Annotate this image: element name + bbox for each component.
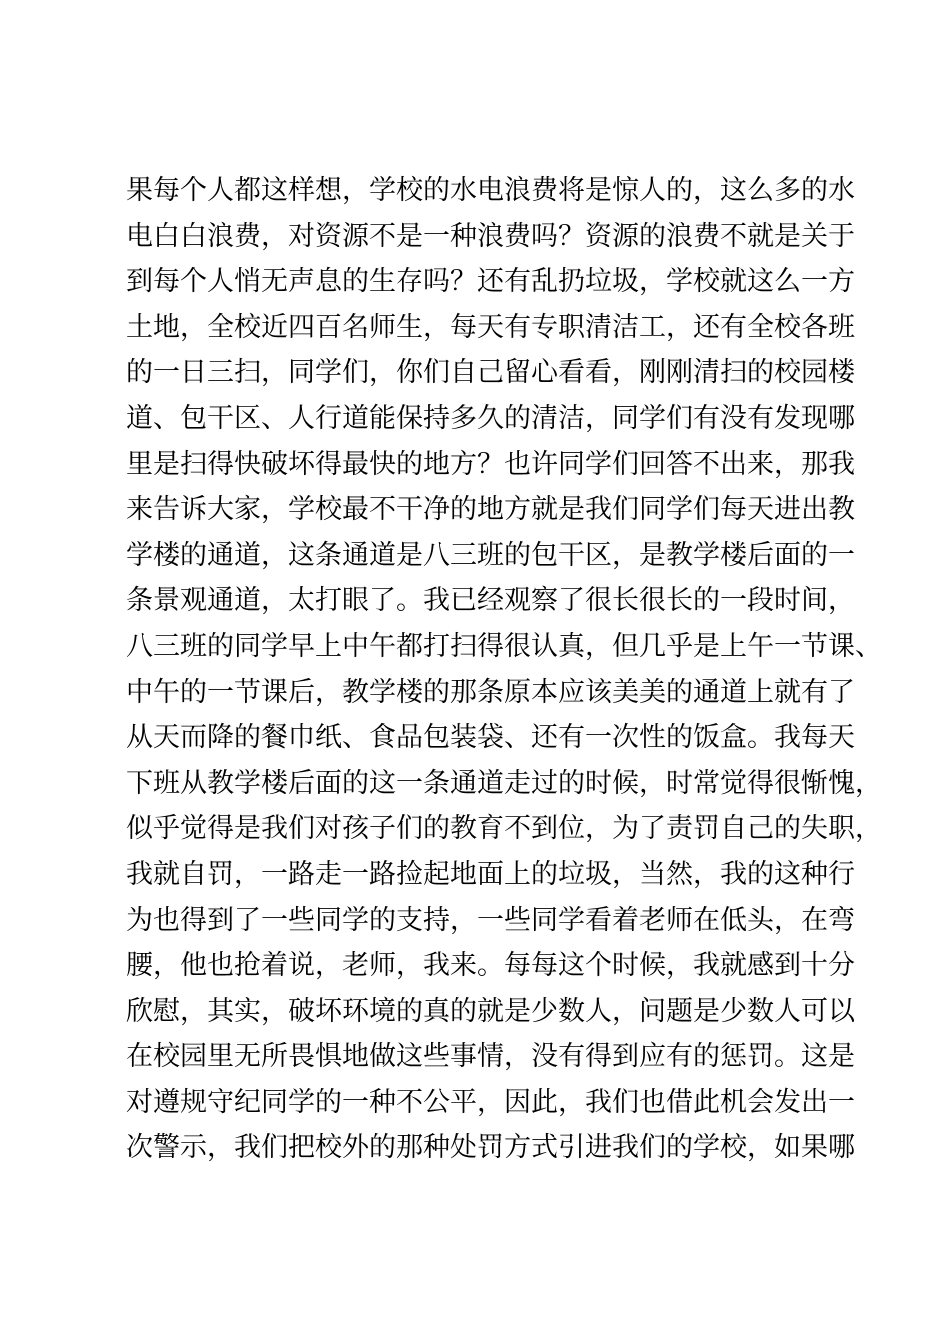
text-line: 欣慰，其实，破坏环境的真的就是少数人，问题是少数人可以 — [126, 995, 855, 1027]
text-line: 条景观通道，太打眼了。我已经观察了很长很长的一段时间， — [126, 585, 855, 617]
text-line: 电白白浪费，对资源不是一种浪费吗？资源的浪费不就是关于 — [126, 220, 855, 252]
text-line: 在校园里无所畏惧地做这些事情，没有得到应有的惩罚。这是 — [126, 1041, 855, 1073]
text-line: 到每个人悄无声息的生存吗？还有乱扔垃圾，学校就这么一方 — [126, 266, 855, 298]
text-line: 道、包干区、人行道能保持多久的清洁，同学们有没有发现哪 — [126, 402, 855, 434]
text-line: 下班从教学楼后面的这一条通道走过的时候，时常觉得很惭愧， — [126, 767, 882, 799]
text-line: 的一日三扫，同学们，你们自己留心看看，刚刚清扫的校园楼 — [126, 357, 855, 389]
text-line: 来告诉大家，学校最不干净的地方就是我们同学们每天进出教 — [126, 494, 855, 526]
text-line: 腰，他也抢着说，老师，我来。每每这个时候，我就感到十分 — [126, 950, 855, 982]
body-text — [126, 168, 882, 1171]
text-line: 土地，全校近四百名师生，每天有专职清洁工，还有全校各班 — [126, 311, 855, 343]
text-line: 八三班的同学早上中午都打扫得很认真，但几乎是上午一节课、 — [126, 630, 882, 662]
text-line: 从天而降的餐巾纸、食品包装袋、还有一次性的饭盒。我每天 — [126, 722, 855, 754]
text-line: 我就自罚，一路走一路捡起地面上的垃圾，当然，我的这种行 — [126, 858, 855, 890]
text-line: 中午的一节课后，教学楼的那条原本应该美美的通道上就有了 — [126, 676, 855, 708]
text-line: 果每个人都这样想，学校的水电浪费将是惊人的，这么多的水 — [126, 175, 855, 206]
text-line: 对遵规守纪同学的一种不公平，因此，我们也借此机会发出一 — [126, 1086, 855, 1118]
text-line: 似乎觉得是我们对孩子们的教育不到位，为了责罚自己的失职， — [126, 813, 882, 845]
text-line: 次警示，我们把校外的那种处罚方式引进我们的学校，如果哪 — [126, 1132, 855, 1164]
text-line: 里是扫得快破坏得最快的地方？也许同学们回答不出来，那我 — [126, 448, 855, 480]
text-line: 学楼的通道，这条通道是八三班的包干区，是教学楼后面的一 — [126, 539, 855, 571]
text-line: 为也得到了一些同学的支持，一些同学看着老师在低头，在弯 — [126, 904, 855, 936]
